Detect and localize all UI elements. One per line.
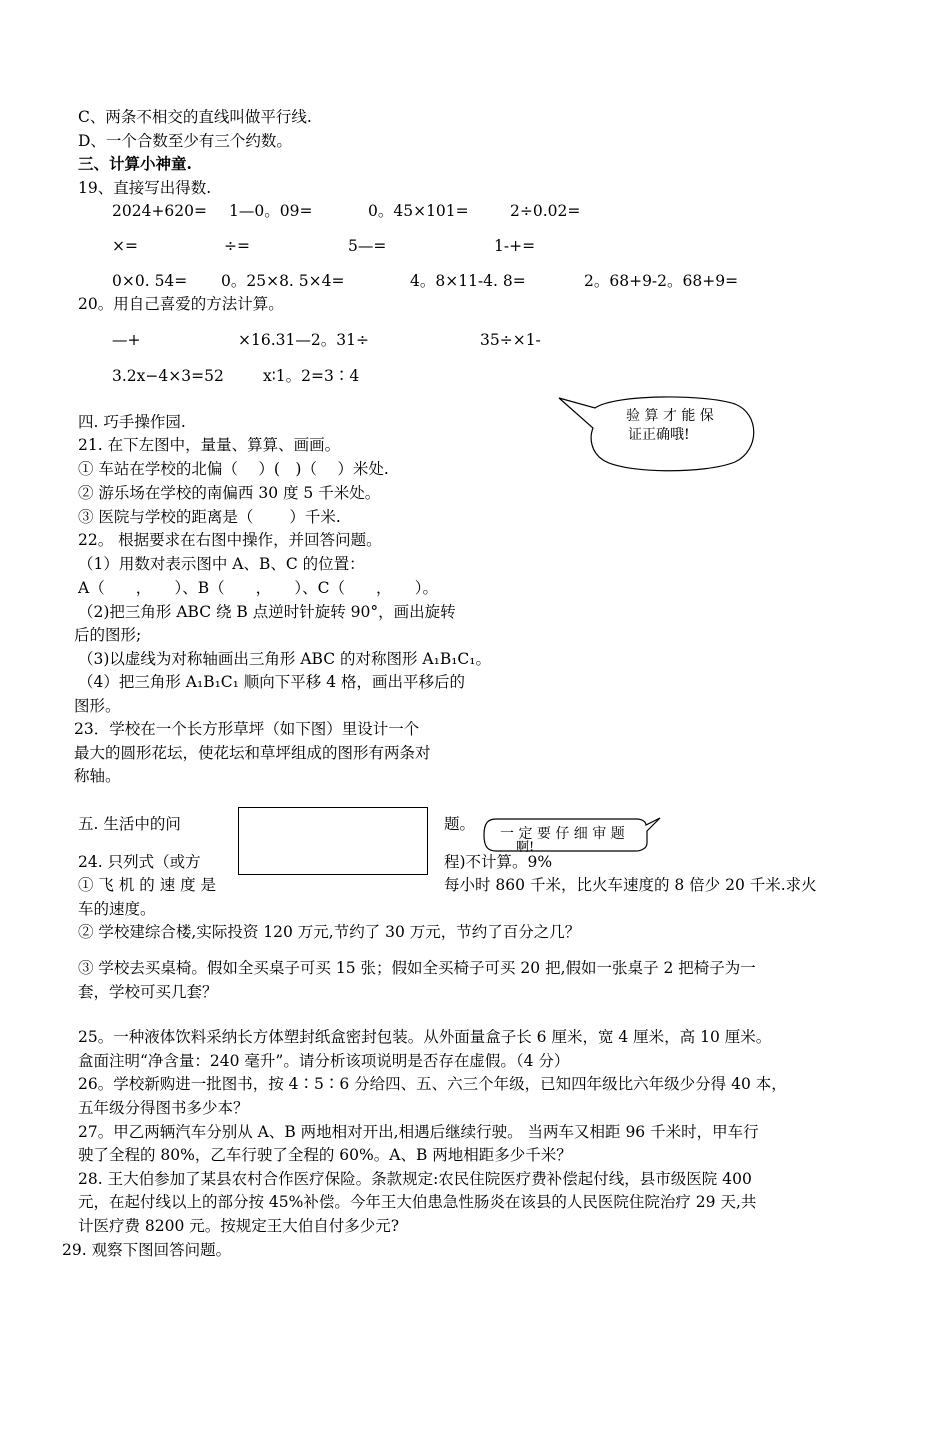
question-22-part-1: （1）用数对表示图中 A、B、C 的位置： [78, 555, 365, 573]
calc-item: ×16.31—2。31÷ [238, 331, 369, 349]
calc-item: ×= [112, 237, 138, 255]
question-24-2: ② 学校建综合楼,实际投资 120 万元,节约了 30 万元，节约了百分之几？ [78, 923, 581, 941]
option-c: C、两条不相交的直线叫做平行线. [78, 108, 312, 126]
question-22-part-2b: 后的图形; [74, 626, 142, 644]
calc-item: 2÷0.02= [510, 202, 581, 220]
calc-item: 5—= [348, 237, 387, 255]
question-24-3: ③ 学校去买桌椅。假如全买桌子可买 15 张；假如全买椅子可买 20 把,假如一张桌子 2 把椅子为一 [78, 959, 756, 977]
question-27-line-2: 驶了全程的 80%，乙车行驶了全程的 60%。A、B 两地相距多少千米？ [78, 1146, 572, 1164]
calc-item: 2024+620= [112, 202, 208, 220]
question-20: 20。用自己喜爱的方法计算。 [78, 295, 284, 313]
question-24-1-left: ① 飞 机 的 速 度 是 [78, 876, 217, 894]
calc-item: 0。25×8. 5×4= [221, 272, 345, 290]
option-d: D、一个合数至少有三个约数。 [78, 132, 292, 150]
question-21: 21. 在下左图中，量量、算算、画画。 [78, 436, 341, 454]
question-21-part-2: ② 游乐场在学校的南偏西 30 度 5 千米处。 [78, 484, 381, 502]
calc-item: 4。8×11-4. 8= [410, 272, 526, 290]
question-24-left: 24. 只列式（或方 [78, 853, 201, 871]
question-24-1-end: 车的速度。 [78, 900, 156, 918]
lawn-rectangle [238, 807, 428, 875]
calc-item: 1—0。09= [229, 202, 313, 220]
calc-item: x∶1。2=3∶4 [263, 367, 360, 385]
calc-item: 1-+= [494, 237, 536, 255]
calc-item: 35÷×1- [480, 331, 541, 349]
question-24-3-end: 套，学校可买几套？ [78, 983, 218, 1001]
question-28-line-2: 元，在起付线以上的部分按 45%补偿。今年王大伯患急性肠炎在该县的人民医院住院治疗 29 天,共 [78, 1193, 757, 1211]
question-25-line-2: 盒面注明“净含量：240 毫升”。请分析该项说明是否存在虚假。（4 分） [78, 1052, 570, 1070]
calc-item: 2。68+9-2。68+9= [584, 272, 739, 290]
bubble-2-text-1: 一 定 要 仔 细 审 题 [500, 826, 625, 842]
section-5-heading-right: 题。 [444, 815, 476, 833]
section-3-heading: 三、计算小神童. [78, 154, 192, 173]
calc-item: —+ [112, 331, 141, 349]
question-22-part-4: （4）把三角形 A₁B₁C₁ 顺向下平移 4 格，画出平移后的 [78, 673, 466, 691]
question-22-positions: A（ ， ）、B（ ， ）、C（ ， ）。 [78, 579, 438, 597]
question-23-line-2: 最大的圆形花坛，使花坛和草坪组成的图形有两条对 [74, 744, 431, 762]
question-21-part-3: ③ 医院与学校的距离是（ ）千米. [78, 508, 341, 526]
bubble-2-text-2: 啊! [516, 840, 535, 855]
question-29: 29. 观察下图回答问题。 [62, 1241, 232, 1259]
section-5-heading-left: 五. 生活中的问 [78, 815, 181, 833]
question-24-1-right: 每小时 860 千米，比火车速度的 8 倍少 20 千米.求火 [444, 876, 817, 894]
calc-item: ÷= [224, 237, 250, 255]
question-21-part-1: ① 车站在学校的北偏（ ）( )（ ）米处. [78, 460, 389, 478]
question-27-line-1: 27。甲乙两辆汽车分别从 A、B 两地相对开出,相遇后继续行驶。 当两车又相距 96 千米时，甲车行 [78, 1123, 759, 1141]
question-28-line-1: 28. 王大伯参加了某县农村合作医疗保险。条款规定:农民住院医疗费补偿起付线，县市级医院 400 [78, 1170, 752, 1188]
question-23-line-1: 23．学校在一个长方形草坪（如下图）里设计一个 [74, 720, 420, 738]
question-28-line-3: 计医疗费 8200 元。按规定王大伯自付多少元? [78, 1217, 400, 1235]
bubble-1-text-1: 验 算 才 能 保 [626, 408, 714, 424]
bubble-1-text-2: 证正确哦! [628, 427, 690, 443]
calc-item: 0。45×101= [368, 202, 469, 220]
calc-item: 0×0. 54= [112, 272, 188, 290]
section-4-heading: 四. 巧手操作园. [78, 413, 186, 431]
question-24-right: 程)不计算。9% [444, 853, 553, 871]
question-26-line-1: 26。学校新购进一批图书，按 4∶5∶6 分给四、五、六三个年级，已知四年级比六年级少分得 40 本， [78, 1075, 787, 1093]
question-26-line-2: 五年级分得图书多少本？ [78, 1099, 249, 1117]
question-22-part-2: （2)把三角形 ABC 绕 B 点逆时针旋转 90°，画出旋转 [78, 603, 456, 621]
calc-item: 3.2x−4×3=52 [112, 367, 224, 385]
question-22-part-4b: 图形。 [74, 697, 121, 715]
question-22: 22。 根据要求在右图中操作，并回答问题。 [78, 531, 382, 549]
question-22-part-3: （3)以虚线为对称轴画出三角形 ABC 的对称图形 A₁B₁C₁。 [78, 650, 492, 668]
question-19: 19、直接写出得数. [78, 179, 212, 197]
question-25-line-1: 25。一种液体饮料采纳长方体塑封纸盒密封包装。从外面量盒子长 6 厘米，宽 4 厘米，高 10 厘米。 [78, 1028, 772, 1046]
question-23-line-3: 称轴。 [74, 767, 121, 785]
